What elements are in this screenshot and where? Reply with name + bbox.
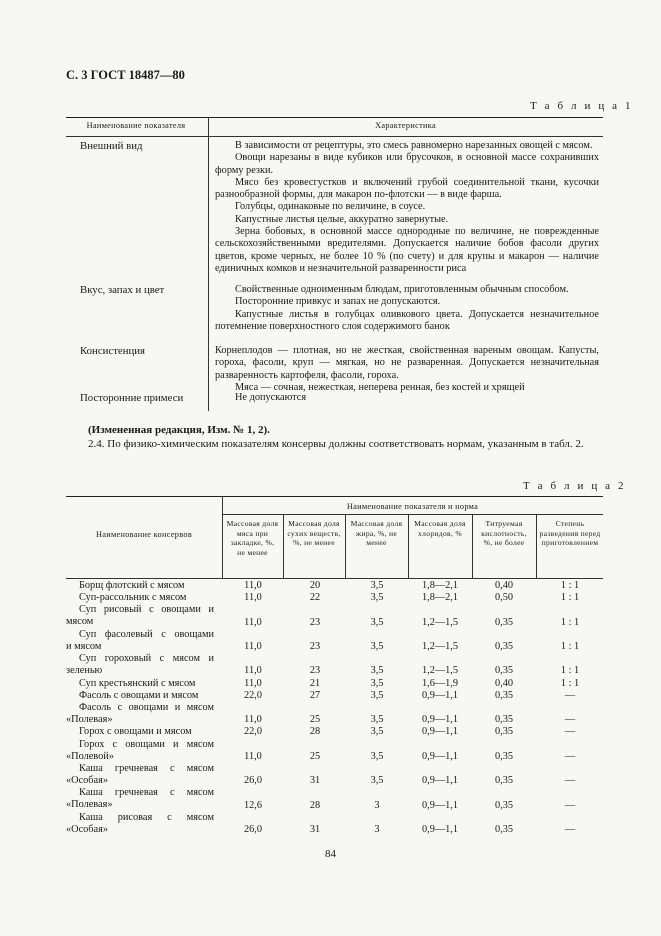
table2-cell: 11,0 <box>244 677 262 689</box>
table2-cell: 3,5 <box>370 616 384 628</box>
table2-row-name-line: «Полевая» <box>66 799 113 811</box>
table1-line: Посторонние привкус и запах не допускаются. <box>235 296 441 308</box>
table2-cell: 31 <box>309 824 321 835</box>
table1-row-name: Консистенция <box>80 345 146 357</box>
table2-cell: 25 <box>309 714 321 726</box>
table1-line: Корнеплодов — плотная, но не жесткая, свойственная вареным овощам. Капусты, гороха, фасоли, круп — мягкая, но не разваренная. Допускается незначительная разваренность картофеля, фасоли, гороха. <box>215 345 599 381</box>
table2-cell: 11,0 <box>244 665 262 677</box>
table2-row-name-line: «Особая» <box>66 823 108 835</box>
table2-cell: 22,0 <box>243 726 263 738</box>
table2-col-divider <box>345 514 346 578</box>
table2-row-name <box>66 580 214 592</box>
table2-cell: 23 <box>309 665 321 677</box>
table2-cell: 3,5 <box>370 726 384 738</box>
table2-caption: Т а б л и ц а 2 <box>523 480 627 492</box>
table2-row-name-line: зеленью <box>66 665 103 677</box>
table1-col-header-characteristic: Характеристика <box>375 121 436 130</box>
page-number: 84 <box>325 848 336 860</box>
table2-row-name-line: мясом <box>66 616 94 628</box>
table2-cell: 23 <box>309 616 321 628</box>
table1-line: Не допускаются <box>235 392 307 403</box>
table2-row-name <box>66 702 214 726</box>
table2-row-name <box>66 763 214 787</box>
table2-cell: 27 <box>309 689 321 701</box>
table2-cell: 22,0 <box>243 689 263 701</box>
table1-line: Голубцы, одинаковые по величине, в соусе. <box>235 201 426 213</box>
page-header: С. 3 ГОСТ 18487—80 <box>66 68 185 82</box>
table2-cell: 0,35 <box>494 641 514 652</box>
table1-line: Капустные листья целые, аккуратно завернутые. <box>235 213 449 225</box>
table2-cell: 3,5 <box>370 580 384 591</box>
table2-cell: 1 : 1 <box>560 580 580 591</box>
table2-col-header: Массовая доля сухих веществ, %, не менее <box>287 519 341 548</box>
table2-row-name <box>66 690 214 702</box>
table1-line: Зерна бобовых, в основной массе однородные по величине, не поврежденные сельскохозяйственными вредителями. Допускается наличие бобов фасоли других цветов, кроме черных, не более 10 % (по счету) и для крупы и макарон — наличие единичных комков и незначительной разваренности риса <box>215 226 599 274</box>
table2-cell: 11,0 <box>244 750 262 762</box>
table1-line: Свойственные одноименным блюдам, приготовленным обычным способом. <box>235 284 569 295</box>
table2-group-rule <box>222 514 603 515</box>
table2-cell: 21 <box>309 677 321 689</box>
table2-cell: 11,0 <box>244 714 262 726</box>
table2-cell: 0,9—1,1 <box>421 689 459 701</box>
table1-row-characteristic <box>215 392 599 404</box>
table2-cell: 0,9—1,1 <box>421 799 459 811</box>
table2-cell: 11,0 <box>244 592 262 604</box>
table2-cell: 31 <box>309 775 321 787</box>
table1-line: Овощи нарезаны в виде кубиков или брусочков, в основной массе сохранивших форму резки. <box>215 152 599 176</box>
table2-col-divider <box>408 514 409 578</box>
table1-row-name: Внешний вид <box>80 140 143 152</box>
table2-row-name-line: Суп крестьянский с мясом <box>79 677 196 689</box>
table2-row-name-line: Горох с овощами и мясом <box>79 726 192 738</box>
paragraph-text: 2.4. По физико-химическим показателям консервы должны соответствовать нормам, указанным в табл. 2. <box>88 438 584 450</box>
table2-cell: 3 <box>374 824 380 835</box>
table2-cell: 1,2—1,5 <box>421 641 459 652</box>
table2-cell: 1,2—1,5 <box>421 665 459 677</box>
table2-cell: 26,0 <box>243 824 263 835</box>
table2-cell: 11,0 <box>244 641 262 652</box>
table2-row-name <box>66 592 214 604</box>
table2-row-name-line: Борщ флотский с мясом <box>79 580 185 591</box>
table2-cell: 3,5 <box>370 714 384 726</box>
table2-cell: 0,35 <box>494 665 514 677</box>
table2-cell: — <box>564 775 576 787</box>
table1-header-rule <box>66 136 603 137</box>
table2-row-name-line: Суп гороховый с мясом и <box>79 653 214 665</box>
table2-cell: 20 <box>309 580 321 591</box>
table1-line: Мясо без кровесгустков и включений грубой соединительной ткани, кусочки разнообразной формы, для макарон по-флотски — в виде фарша. <box>215 176 599 201</box>
table2-stub-header: Наименование консервов <box>95 530 193 539</box>
table2-row-name-line: Каша рисовая с мясом <box>79 811 214 823</box>
table2-cell: 11,0 <box>244 616 262 628</box>
table2-cell: 1 : 1 <box>560 677 580 689</box>
table2-col-divider <box>536 514 537 578</box>
amendment-note: (Измененная редакция, Изм. № 1, 2). <box>88 424 270 436</box>
table2-col-header: Массовая доля мяса при закладке, %, не менее <box>226 519 279 557</box>
table2-cell: 0,9—1,1 <box>421 824 459 835</box>
table2-cell: 1 : 1 <box>560 641 580 652</box>
table2-cell: 0,35 <box>494 714 514 726</box>
table2-cell: 1,8—2,1 <box>421 580 459 591</box>
table2-cell: 0,9—1,1 <box>421 714 459 726</box>
table2-cell: 0,35 <box>494 689 514 701</box>
table2-cell: 1,2—1,5 <box>421 616 459 628</box>
table2-cell: 0,40 <box>494 580 514 591</box>
table2-cell: 3,5 <box>370 665 384 677</box>
table2-cell: 1,8—2,1 <box>421 592 459 604</box>
table2-cell: 0,50 <box>494 592 514 604</box>
table2-cell: 12,6 <box>243 799 263 811</box>
table2-row-name-line: Фасоль с овощами и мясом <box>79 702 214 713</box>
table2-cell: 26,0 <box>243 775 263 787</box>
table2-col-header: Массовая доля хлоридов, % <box>414 519 466 538</box>
table2-cell: 1,6—1,9 <box>421 677 459 689</box>
table2-cell: 3,5 <box>370 677 384 689</box>
table2-cell: 3,5 <box>370 592 384 604</box>
table2-cell: 1 : 1 <box>560 592 580 604</box>
table2-row-name-line: Суп рисовый с овощами и <box>79 604 214 616</box>
table2-cell: 0,35 <box>494 726 514 738</box>
table2-cell: 11,0 <box>244 580 262 591</box>
table2-col-divider <box>472 514 473 578</box>
table2-cell: — <box>564 714 576 726</box>
table2-row-name <box>66 739 214 763</box>
table2-row-name <box>66 726 214 738</box>
table2-cell: 0,35 <box>494 775 514 787</box>
table2-cell: 1 : 1 <box>560 616 580 628</box>
table2-row-name-line: Каша гречневая с мясом <box>79 787 214 799</box>
table2-col-divider <box>283 514 284 578</box>
paragraph-2-4 <box>66 438 603 451</box>
table2-cell: 23 <box>309 641 321 652</box>
table2-row-name-line: Фасоль с овощами и мясом <box>79 689 199 701</box>
table2-cell: 0,9—1,1 <box>421 726 459 738</box>
table2-header-rule <box>66 578 603 579</box>
table2-cell: 28 <box>309 799 321 811</box>
table2-row-name <box>66 787 214 811</box>
table2-cell: — <box>564 799 576 811</box>
table1-row-characteristic <box>215 284 599 333</box>
table2-cell: 3,5 <box>370 775 384 787</box>
table1-top-rule <box>66 117 603 118</box>
table1-column-divider <box>208 117 209 411</box>
table2-row-name <box>66 629 214 653</box>
table2-cell: 0,9—1,1 <box>421 750 459 762</box>
table2-row-name <box>66 604 214 628</box>
table2-cell: — <box>564 824 576 835</box>
table2-row-name-line: Горох с овощами и мясом <box>79 738 214 750</box>
table2-col-header: Степень разведения перед приготовлением <box>539 519 601 548</box>
table2-cell: 0,35 <box>494 799 514 811</box>
table2-row-name <box>66 653 214 677</box>
table1-caption: Т а б л и ц а 1 <box>530 100 634 112</box>
table1-line: Капустные листья в голубцах оливкового цвета. Допускается незначительное потемнение поверхностного слоя содержимого банок <box>215 308 599 332</box>
table2-row-name <box>66 678 214 690</box>
table1-line: В зависимости от рецептуры, это смесь равномерно нарезанных овощей с мясом. <box>235 140 593 151</box>
table2-col-header: Массовая доля жира, %, не менее <box>350 519 403 548</box>
table1-row-name: Вкус, запах и цвет <box>80 284 165 296</box>
table1-row-characteristic <box>215 140 599 275</box>
table2-cell: 0,35 <box>494 824 514 835</box>
table2-row-name <box>66 812 214 836</box>
table2-cell: — <box>564 689 576 701</box>
table2-row-name-line: Суп-рассольник с мясом <box>79 592 187 604</box>
table2-cell: 3,5 <box>370 641 384 652</box>
table2-row-name-line: Каша гречневая с мясом <box>79 763 214 774</box>
table2-group-header: Наименование показателя и норма <box>346 502 479 511</box>
table2-cell: 0,35 <box>494 616 514 628</box>
table2-cell: 28 <box>309 726 321 738</box>
table2-cell: 1 : 1 <box>560 665 580 677</box>
table2-cell: — <box>564 726 576 738</box>
table2-cell: 25 <box>309 750 321 762</box>
table2-cell: — <box>564 750 576 762</box>
table2-cell: 3,5 <box>370 689 384 701</box>
table2-col-header: Титруемая кислотность, %, не более <box>481 519 527 548</box>
table2-cell: 22 <box>309 592 321 604</box>
table2-cell: 0,40 <box>494 677 514 689</box>
table2-row-name-line: «Полевой» <box>66 750 114 762</box>
table1-row-characteristic <box>215 345 599 394</box>
table2-cell: 3,5 <box>370 750 384 762</box>
table2-row-name-line: и мясом <box>66 640 102 652</box>
table2-cell: 0,35 <box>494 750 514 762</box>
table2-top-rule <box>66 496 603 497</box>
table2-row-name-line: Суп фасолевый с овощами <box>79 628 214 640</box>
table1-line: Мяса — сочная, нежесткая, неперева ренная, без костей и хрящей <box>235 381 525 393</box>
table2-row-name-line: «Полевая» <box>66 714 113 725</box>
table1-col-header-name: Наименование показателя <box>86 121 186 130</box>
table2-cell: 3 <box>374 799 380 811</box>
table2-cell: 0,9—1,1 <box>421 775 459 787</box>
table1-row-name: Посторонние примеси <box>80 392 184 404</box>
table2-row-name-line: «Особая» <box>66 775 108 786</box>
